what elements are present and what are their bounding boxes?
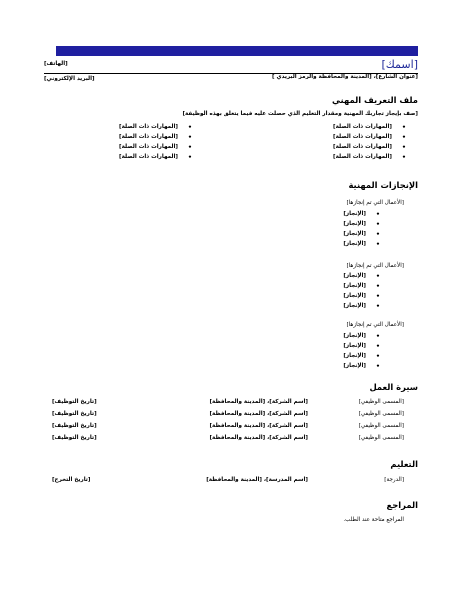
achievement-item[interactable]: • [الإنجاز] <box>343 293 366 299</box>
skill-right-1[interactable]: • [المهارات ذات الصلة] <box>333 124 392 130</box>
references-heading: المراجع <box>386 500 418 510</box>
skill-right-4[interactable]: • [المهارات ذات الصلة] <box>333 154 392 160</box>
achievement-item[interactable]: • [الإنجاز] <box>343 353 366 359</box>
skill-left-1[interactable]: • [المهارات ذات الصلة] <box>119 124 178 130</box>
references-text[interactable]: المراجع متاحة عند الطلب. <box>343 517 404 523</box>
achievements-heading: الإنجازات المهنية <box>348 180 418 190</box>
education-heading: التعليم <box>390 459 418 469</box>
achievement-item[interactable]: • [الإنجاز] <box>343 273 366 279</box>
achievement-item[interactable]: • [الإنجاز] <box>343 333 366 339</box>
achievement-item[interactable]: • [الإنجاز] <box>343 241 366 247</box>
header-accent-bar <box>56 46 418 56</box>
education-graduation[interactable]: [تاريخ التخرج] <box>52 477 91 483</box>
work-dates[interactable]: [تاريخ التوظيف] <box>52 423 97 429</box>
profile-heading: ملف التعريف المهني <box>332 95 418 105</box>
phone-field[interactable]: [الهاتف] <box>44 61 68 67</box>
education-school[interactable]: [اسم المدرسة]، [المدينة والمحافظة] <box>206 477 308 483</box>
achievement-item[interactable]: • [الإنجاز] <box>343 221 366 227</box>
achievement-item[interactable]: • [الإنجاز] <box>343 283 366 289</box>
skill-right-2[interactable]: • [المهارات ذات الصلة] <box>333 134 392 140</box>
achievement-item[interactable]: • [الإنجاز] <box>343 231 366 237</box>
work-title[interactable]: [المسمى الوظيفي] <box>358 399 404 405</box>
work-dates[interactable]: [تاريخ التوظيف] <box>52 411 97 417</box>
email-field[interactable]: [البريد الإلكتروني] <box>44 76 95 82</box>
achievement-item[interactable]: • [الإنجاز] <box>343 211 366 217</box>
achievement-group-title[interactable]: [الأعمال التي تم إنجازها] <box>346 322 404 328</box>
work-title[interactable]: [المسمى الوظيفي] <box>358 423 404 429</box>
work-dates[interactable]: [تاريخ التوظيف] <box>52 435 97 441</box>
achievement-item[interactable]: • [الإنجاز] <box>343 343 366 349</box>
achievement-group-title[interactable]: [الأعمال التي تم إنجازها] <box>346 263 404 269</box>
achievement-group-title[interactable]: [الأعمال التي تم إنجازها] <box>346 200 404 206</box>
profile-summary[interactable]: [صف بإيجاز تجاربك المهنية ومقدار التعليم الذي حصلت عليه فيما يتعلق بهذه الوظيفة] <box>182 111 418 117</box>
work-heading: سيرة العمل <box>369 382 418 392</box>
achievement-item[interactable]: • [الإنجاز] <box>343 363 366 369</box>
address-field[interactable]: [عنوان الشارع]، [المدينة والمحافظة والرمز البريدي ] <box>271 74 418 80</box>
work-company[interactable]: [اسم الشركة]، [المدينة والمحافظة] <box>209 411 308 417</box>
work-dates[interactable]: [تاريخ التوظيف] <box>52 399 97 405</box>
work-title[interactable]: [المسمى الوظيفي] <box>358 435 404 441</box>
skill-left-3[interactable]: • [المهارات ذات الصلة] <box>119 144 178 150</box>
work-title[interactable]: [المسمى الوظيفي] <box>358 411 404 417</box>
work-company[interactable]: [اسم الشركة]، [المدينة والمحافظة] <box>209 435 308 441</box>
skill-right-3[interactable]: • [المهارات ذات الصلة] <box>333 144 392 150</box>
achievement-item[interactable]: • [الإنجاز] <box>343 303 366 309</box>
skill-left-2[interactable]: • [المهارات ذات الصلة] <box>119 134 178 140</box>
work-company[interactable]: [اسم الشركة]، [المدينة والمحافظة] <box>209 399 308 405</box>
skill-left-4[interactable]: • [المهارات ذات الصلة] <box>119 154 178 160</box>
name-field[interactable]: [اسمك] <box>381 58 418 71</box>
education-degree[interactable]: [الدرجة] <box>384 477 404 483</box>
work-company[interactable]: [اسم الشركة]، [المدينة والمحافظة] <box>209 423 308 429</box>
